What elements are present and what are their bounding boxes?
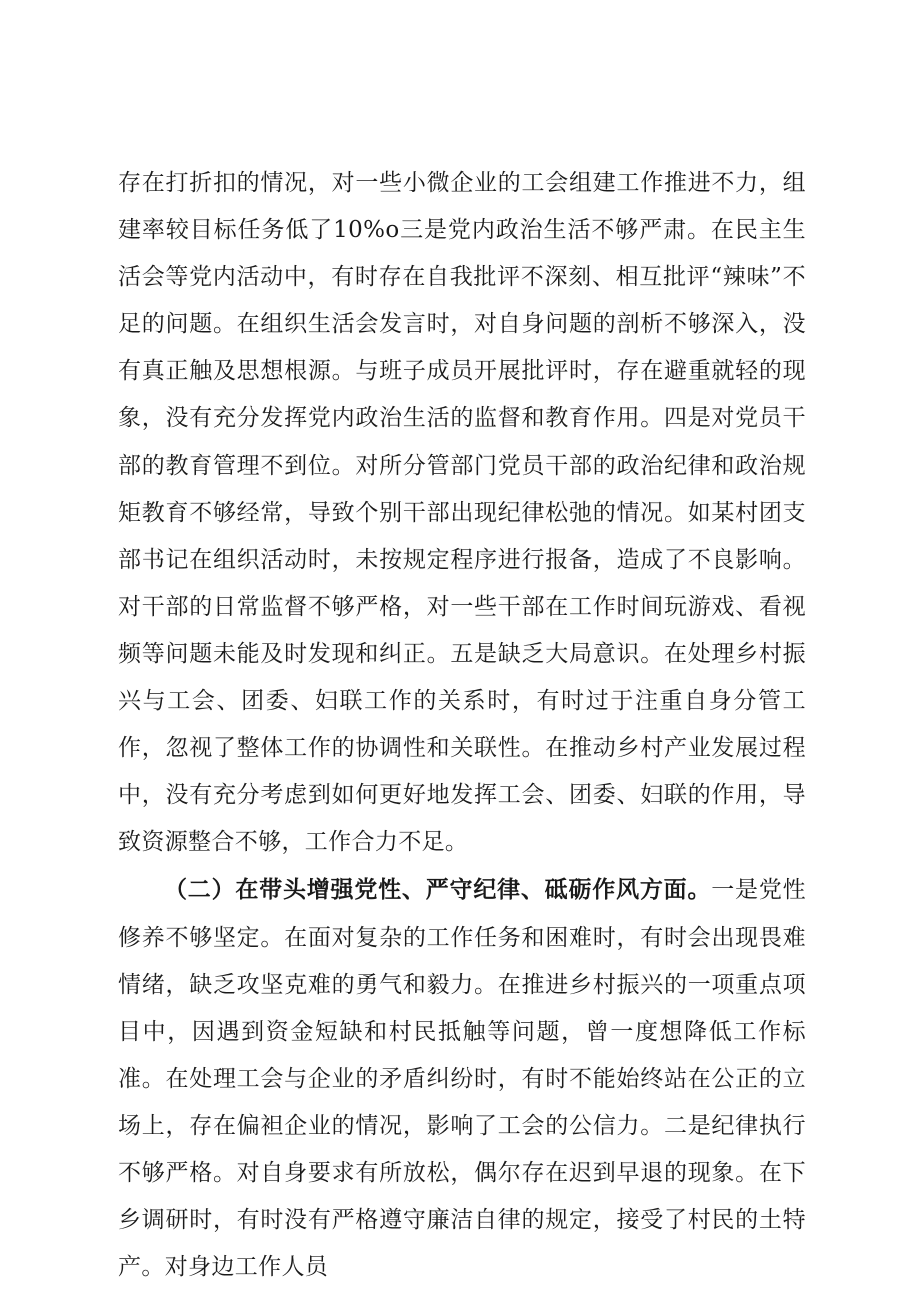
paragraph-2-body: 一是党性修养不够坚定。在面对复杂的工作任务和困难时，有时会出现畏难情绪，缺乏攻坚克难的勇气和毅力。在推进乡村振兴的一项重点项目中，因遇到资金短缺和村民抵触等问题，曾一度想降低工作标准。在处理工会与企业的矛盾纠纷时，有时不能始终站在公正的立场上，存在偏袒企业的情况，影响了工会的公信力。二是纪律执行不够严格。对自身要求有所放松，偶尔存在迟到早退的现象。在下乡调研时，有时没有严格遵守廉洁自律的规定，接受了村民的土特产。对身边工作人员 [118,877,806,1281]
body-text [118,160,806,1291]
section-heading: （二）在带头增强党性、严守纪律、砥砺作风方面。 [164,876,712,904]
paragraph-1: 存在打折扣的情况，对一些小微企业的工会组建工作推进不力，组建率较目标任务低了10%o三是党内政治生活不够严肃。在民主生活会等党内活动中，有时存在自我批评不深刻、相互批评“辣味”不足的问题。在组织生活会发言时，对自身问题的剖析不够深入，没有真正触及思想根源。与班子成员开展批评时，存在避重就轻的现象，没有充分发挥党内政治生活的监督和教育作用。四是对党员干部的教育管理不到位。对所分管部门党员干部的政治纪律和政治规矩教育不够经常，导致个别干部出现纪律松弛的情况。如某村团支部书记在组织活动时，未按规定程序进行报备，造成了不良影响。对干部的日常监督不够严格，对一些干部在工作时间玩游戏、看视频等问题未能及时发现和纠正。五是缺乏大局意识。在处理乡村振兴与工会、团委、妇联工作的关系时，有时过于注重自身分管工作，忽视了整体工作的协调性和关联性。在推动乡村产业发展过程中，没有充分考虑到如何更好地发挥工会、团委、妇联的作用，导致资源整合不够，工作合力不足。 [118,170,806,856]
paragraph-2 [118,866,806,1291]
